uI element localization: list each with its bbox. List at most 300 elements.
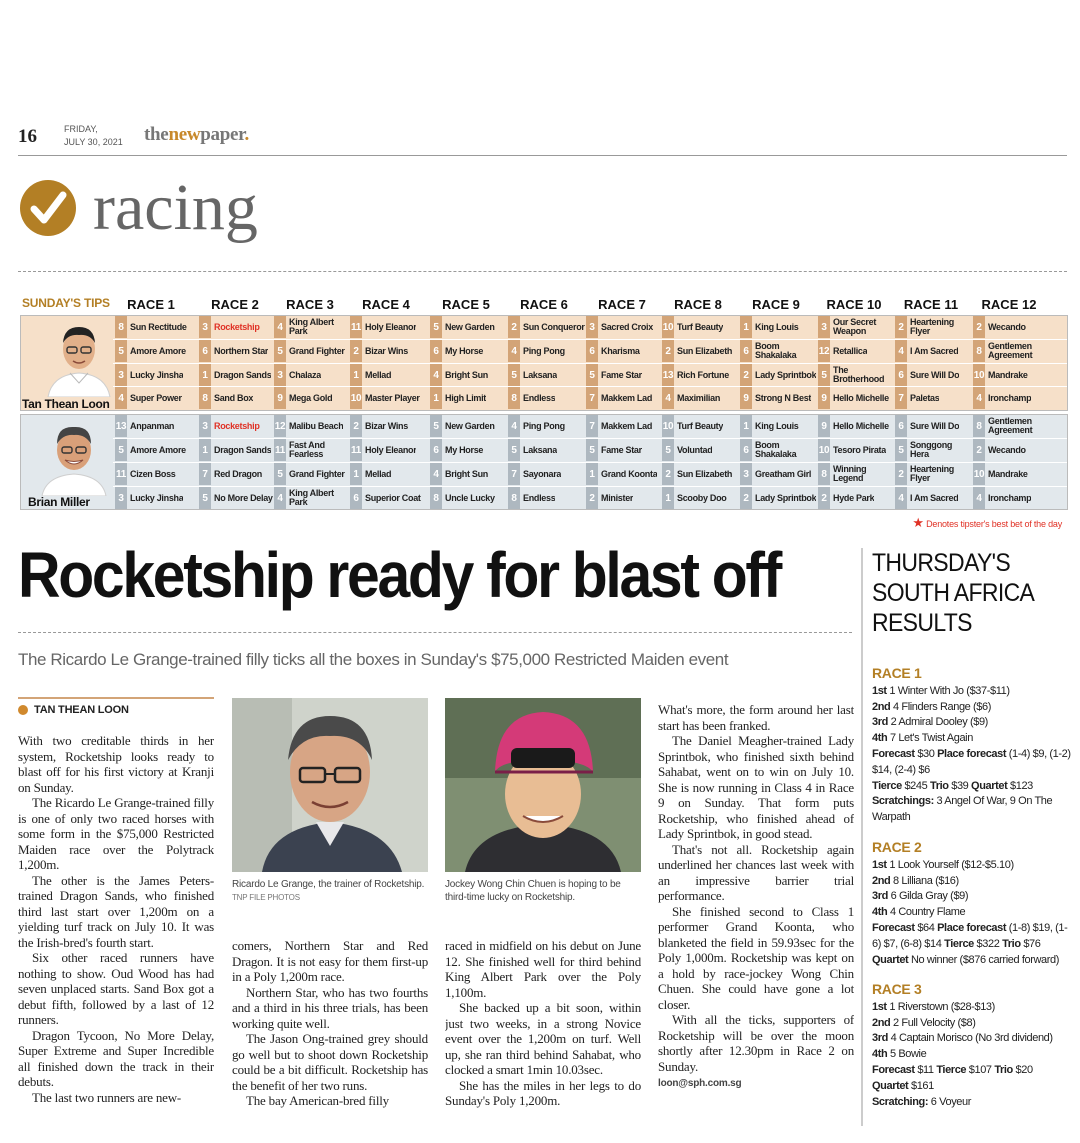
horse-number: 6	[586, 340, 598, 362]
horse-number: 7	[508, 463, 520, 485]
horse-number: 5	[115, 439, 127, 461]
horse-number: 2	[818, 487, 830, 509]
horse-name: Minister	[601, 493, 634, 503]
tip-cell	[115, 463, 193, 485]
horse-name: Gentlemen Agreement	[988, 417, 1033, 435]
horse-name: New Garden	[445, 421, 495, 431]
horse-number: 11	[350, 316, 362, 338]
tip-cell	[274, 439, 352, 461]
horse-number: 8	[115, 316, 127, 338]
brian-miller-photo	[38, 416, 110, 501]
results-race-1: RACE 1 1st 1 Winter With Jo ($37-$11) 2nd 4 Flinders Range ($6) 3rd 2 Admiral Dooley ($9) 4th 7 Let's Twist Again Forecast $30 Place forecast (1-4) $9, (1-2) $14, (2-4) $6 Tierce $245 Trio $39 Quartet $123 Scratchings: 3 Angel Of War, 9 On The Warpath	[872, 665, 1071, 824]
horse-name: Hyde Park	[833, 493, 875, 503]
horse-number: 9	[818, 387, 830, 409]
byline-bullet-icon	[18, 705, 28, 715]
tip-cell	[274, 487, 352, 509]
horse-name: Dragon Sands	[214, 445, 272, 455]
tip-cell	[818, 340, 896, 362]
tip-cell	[818, 439, 896, 461]
horse-name: Sand Box	[214, 393, 254, 403]
standfirst: The Ricardo Le Grange-trained filly ticks all the boxes in Sunday's $75,000 Restricted Maiden event	[18, 650, 729, 669]
horse-number: 13	[115, 415, 127, 437]
tip-cell	[662, 316, 740, 338]
horse-number: 4	[973, 487, 985, 509]
horse-name: Sayonara	[523, 469, 562, 479]
horse-name: Bizar Wins	[365, 346, 408, 356]
tip-cell	[508, 340, 586, 362]
horse-name: Master Player	[365, 393, 420, 403]
horse-name: Grand Fighter	[289, 469, 345, 479]
horse-number: 3	[199, 316, 211, 338]
horse-name: Lucky Jinsha	[130, 370, 184, 380]
horse-name: Amore Amore	[130, 346, 186, 356]
horse-name: Northern Star	[214, 346, 269, 356]
horse-number: 2	[973, 439, 985, 461]
horse-number: 6	[199, 340, 211, 362]
horse-name: Boom Shakalaka	[755, 441, 797, 459]
masthead-rule	[18, 155, 1067, 156]
photo-credit: TNP FILE PHOTOS	[232, 893, 300, 902]
tip-cell	[662, 487, 740, 509]
horse-name: Rocketship	[214, 322, 260, 332]
tip-cell	[586, 439, 664, 461]
tip-cell	[740, 439, 818, 461]
tip-cell	[586, 487, 664, 509]
paragraph: The Jason Ong-trained grey should go well but to shoot down Rocketship could be a bit difficult. Rocketship has the benefit of her two runs.	[232, 1031, 428, 1093]
horse-name: Dragon Sands	[214, 370, 272, 380]
tip-cell	[586, 340, 664, 362]
horse-number: 8	[818, 463, 830, 485]
tip-cell	[115, 439, 193, 461]
byline-rule	[18, 697, 214, 699]
tip-cell	[508, 415, 586, 437]
tip-cell	[430, 463, 508, 485]
horse-number: 11	[115, 463, 127, 485]
horse-number: 6	[740, 340, 752, 362]
tip-cell	[199, 439, 277, 461]
horse-number: 7	[586, 415, 598, 437]
paragraph: The Ricardo Le Grange-trained filly is one of only two raced horses with some form in the $75,000 Restricted Maiden race over the Polytrack 1,200m.	[18, 795, 214, 872]
tip-cell	[818, 463, 896, 485]
tip-cell	[274, 415, 352, 437]
byline	[18, 704, 129, 716]
tip-cell	[508, 487, 586, 509]
horse-name: Turf Beauty	[677, 421, 724, 431]
tip-cell	[115, 415, 193, 437]
horse-name: Uncle Lucky	[445, 493, 495, 503]
article-column-4	[658, 702, 854, 1132]
horse-name: New Garden	[445, 322, 495, 332]
horse-number: 4	[508, 415, 520, 437]
horse-number: 10	[662, 316, 674, 338]
horse-number: 5	[586, 439, 598, 461]
horse-number: 5	[895, 439, 907, 461]
star-icon: ★	[912, 515, 924, 530]
tip-cell	[740, 387, 818, 409]
horse-name: Red Dragon	[214, 469, 263, 479]
tip-cell	[662, 439, 740, 461]
tip-cell	[350, 415, 428, 437]
horse-name: Endless	[523, 493, 556, 503]
race-header: RACE 12	[981, 297, 1037, 312]
tip-cell	[430, 387, 508, 409]
race-header: RACE 2	[211, 297, 259, 312]
article-column-2	[232, 938, 428, 1133]
article-column-1	[18, 733, 214, 1133]
tip-cell	[508, 463, 586, 485]
tip-cell	[973, 415, 1051, 437]
horse-name: Greatham Girl	[755, 469, 812, 479]
horse-number: 2	[350, 415, 362, 437]
horse-name: Voluntad	[677, 445, 713, 455]
article-column-3	[445, 938, 641, 1133]
race-header: RACE 5	[442, 297, 490, 312]
horse-number: 4	[973, 387, 985, 409]
paragraph: raced in midfield on his debut on June 12. She finished well for third behind King Albert Park over the Poly 1,100m.	[445, 938, 641, 1000]
tip-cell	[274, 364, 352, 386]
section-rule	[18, 271, 1067, 272]
tip-cell	[740, 364, 818, 386]
race-header: RACE 6	[520, 297, 568, 312]
horse-number: 8	[973, 415, 985, 437]
horse-number: 10	[973, 463, 985, 485]
horse-number: 10	[818, 439, 830, 461]
horse-name: Heartening Flyer	[910, 318, 955, 336]
horse-number: 12	[818, 340, 830, 362]
horse-number: 4	[274, 316, 286, 338]
race-header: RACE 4	[362, 297, 410, 312]
horse-name: I Am Sacred	[910, 493, 959, 503]
paragraph: With all the ticks, supporters of Rocketship will be over the moon shortly after 12.30pm in Race 2 on Sunday.	[658, 1012, 854, 1074]
horse-name: Scooby Doo	[677, 493, 727, 503]
horse-number: 7	[895, 387, 907, 409]
horse-name: Mellad	[365, 469, 392, 479]
horse-number: 2	[350, 340, 362, 362]
jockey-photo	[445, 698, 641, 872]
tip-cell	[350, 364, 428, 386]
tipster-name-tan: Tan Thean Loon	[22, 397, 110, 411]
horse-number: 1	[350, 463, 362, 485]
horse-number: 2	[895, 316, 907, 338]
tip-cell	[115, 487, 193, 509]
horse-number: 13	[662, 364, 674, 386]
best-bet-legend	[912, 515, 1062, 531]
horse-name: King Albert Park	[289, 489, 334, 507]
horse-name: Super Power	[130, 393, 182, 403]
horse-number: 10	[973, 364, 985, 386]
tip-cell	[350, 387, 428, 409]
horse-number: 9	[818, 415, 830, 437]
tip-cell	[430, 316, 508, 338]
race-header: RACE 7	[598, 297, 646, 312]
tip-cell	[115, 340, 193, 362]
tip-cell	[895, 364, 973, 386]
horse-name: Mega Gold	[289, 393, 333, 403]
tip-cell	[740, 316, 818, 338]
newspaper-logo: thenewpaper.	[144, 124, 249, 145]
tip-cell	[818, 415, 896, 437]
tip-cell	[274, 340, 352, 362]
tip-cell	[115, 387, 193, 409]
tip-cell	[662, 340, 740, 362]
tip-cell	[818, 316, 896, 338]
horse-number: 5	[818, 364, 830, 386]
tip-cell	[973, 487, 1051, 509]
horse-number: 8	[199, 387, 211, 409]
horse-name: Mellad	[365, 370, 392, 380]
horse-number: 8	[508, 487, 520, 509]
horse-name: King Louis	[755, 421, 799, 431]
horse-number: 7	[199, 463, 211, 485]
horse-number: 2	[895, 463, 907, 485]
paragraph: The last two runners are new-	[32, 1089, 182, 1105]
tip-cell	[740, 463, 818, 485]
tip-cell	[350, 340, 428, 362]
horse-number: 2	[662, 463, 674, 485]
horse-name: Heartening Flyer	[910, 465, 955, 483]
horse-number: 10	[350, 387, 362, 409]
results-race-2: RACE 2 1st 1 Look Yourself ($12-$5.10) 2nd 8 Lilliana ($16) 3rd 6 Gilda Gray ($9) 4th 4 Country Flame Forecast $64 Place forecast (1-8) $19, (1-6) $7, (6-8) $14 Tierce $322 Trio $76 Quartet No winner ($876 carried forward)	[872, 839, 1068, 966]
horse-name: Bizar Wins	[365, 421, 408, 431]
tip-cell	[430, 364, 508, 386]
issue-day: FRIDAY,	[64, 124, 98, 134]
sidebar-rule	[861, 548, 863, 1126]
caption-text: Ricardo Le Grange, the trainer of Rocketship.	[232, 879, 425, 890]
horse-name: My Horse	[445, 445, 484, 455]
tip-cell	[818, 364, 896, 386]
tip-cell	[895, 487, 973, 509]
horse-name: Ironchamp	[988, 393, 1032, 403]
horse-number: 5	[274, 340, 286, 362]
row-divider	[113, 339, 1067, 340]
tip-cell	[586, 364, 664, 386]
horse-number: 2	[508, 316, 520, 338]
horse-number: 6	[350, 487, 362, 509]
results-race-3: RACE 3 1st 1 Riverstown ($28-$13) 2nd 2 Full Velocity ($8) 3rd 4 Captain Morisco (No 3rd dividend) 4th 5 Bowie Forecast $11 Tierce $107 Trio $20 Quartet $161 Scratching: 6 Voyeur	[872, 981, 1053, 1108]
paragraph: She has the miles in her legs to do Sunday's Poly 1,200m.	[445, 1077, 641, 1108]
horse-name: Ironchamp	[988, 493, 1032, 503]
tip-cell	[973, 364, 1051, 386]
horse-number: 1	[740, 415, 752, 437]
horse-name: Our Secret Weapon	[833, 318, 877, 336]
race-header: RACE 8	[674, 297, 722, 312]
checkmark-icon	[20, 180, 76, 236]
horse-name: I Am Sacred	[910, 346, 959, 356]
tip-cell	[973, 340, 1051, 362]
horse-number: 7	[586, 387, 598, 409]
horse-name: Maximilian	[677, 393, 721, 403]
race-header: RACE 10	[826, 297, 882, 312]
horse-name: King Albert Park	[289, 318, 334, 336]
horse-number: 3	[199, 415, 211, 437]
issue-date	[64, 123, 123, 149]
horse-name: Lady Sprintbok	[755, 370, 817, 380]
tip-cell	[973, 439, 1051, 461]
horse-number: 6	[740, 439, 752, 461]
tip-cell	[508, 364, 586, 386]
tip-cell	[350, 463, 428, 485]
tip-cell	[662, 463, 740, 485]
race-header: RACE 3	[286, 297, 334, 312]
tip-cell	[586, 463, 664, 485]
paragraph: Northern Star, who has two fourths and a third in his three trials, has been working quite well.	[232, 984, 428, 1031]
horse-name: Makkem Lad	[601, 393, 653, 403]
horse-name: Chalaza	[289, 370, 321, 380]
horse-number: 5	[274, 463, 286, 485]
tip-cell	[973, 387, 1051, 409]
tip-cell	[199, 364, 277, 386]
horse-name: Tesoro Pirata	[833, 445, 886, 455]
horse-name: Cizen Boss	[130, 469, 176, 479]
tip-cell	[586, 415, 664, 437]
tip-cell	[895, 415, 973, 437]
row-divider	[113, 363, 1067, 364]
legend-text: Denotes tipster's best bet of the day	[926, 519, 1062, 529]
horse-name: Kharisma	[601, 346, 640, 356]
horse-number: 4	[430, 463, 442, 485]
horse-name: Sun Rectitude	[130, 322, 187, 332]
horse-number: 5	[508, 439, 520, 461]
horse-name: High Limit	[445, 393, 486, 403]
horse-number: 3	[274, 364, 286, 386]
horse-name: Rocketship	[214, 421, 260, 431]
horse-name: Sure Will Do	[910, 421, 960, 431]
tip-cell	[508, 316, 586, 338]
tip-cell	[350, 487, 428, 509]
horse-number: 4	[508, 340, 520, 362]
section-title: racing	[93, 171, 258, 244]
tip-cell	[662, 415, 740, 437]
byline-author: TAN THEAN LOON	[34, 704, 129, 716]
horse-name: Ping Pong	[523, 346, 565, 356]
horse-name: Bright Sun	[445, 469, 488, 479]
row-divider	[113, 486, 1067, 487]
horse-number: 2	[586, 487, 598, 509]
author-email[interactable]: loon@sph.com.sg	[658, 1078, 742, 1089]
horse-name: The Brotherhood	[833, 366, 885, 384]
tip-cell	[274, 387, 352, 409]
horse-number: 10	[662, 415, 674, 437]
paragraph: Dragon Tycoon, No More Delay, Super Extreme and Super Incredible all finished down the track in their debuts.	[18, 1027, 214, 1089]
tip-cell	[199, 387, 277, 409]
horse-number: 1	[662, 487, 674, 509]
tip-cell	[199, 316, 277, 338]
race-header: RACE 9	[752, 297, 800, 312]
tip-cell	[895, 316, 973, 338]
tip-cell	[895, 387, 973, 409]
horse-number: 4	[274, 487, 286, 509]
horse-number: 9	[740, 387, 752, 409]
horse-name: Wecando	[988, 322, 1026, 332]
race-header: RACE 11	[903, 297, 959, 312]
tip-cell	[115, 316, 193, 338]
horse-name: Endless	[523, 393, 556, 403]
horse-name: Laksana	[523, 370, 557, 380]
horse-name: Sun Conqueror	[523, 322, 585, 332]
horse-name: Holy Eleanor	[365, 445, 417, 455]
horse-name: Songgong Hera	[910, 441, 953, 459]
horse-number: 8	[430, 487, 442, 509]
horse-number: 1	[740, 316, 752, 338]
paragraph: She finished second to Class 1 performer Grand Koonta, who blanketed the field in 59.93sec for the Poly 1,000m. Rocketship was kept on a hold by race-jockey Wong Chin Chuen. She could have gone a lot closer.	[658, 903, 854, 1012]
paragraph: With two creditable thirds in her system, Rocketship looks ready to blast off for his first victory at Kranji on Sunday.	[18, 733, 214, 795]
horse-number: 6	[895, 364, 907, 386]
tip-cell	[350, 316, 428, 338]
tip-cell	[430, 487, 508, 509]
horse-name: Sacred Croix	[601, 322, 653, 332]
horse-name: Malibu Beach	[289, 421, 344, 431]
tip-cell	[508, 387, 586, 409]
horse-name: Sure Will Do	[910, 370, 960, 380]
horse-number: 11	[274, 439, 286, 461]
horse-number: 4	[430, 364, 442, 386]
paragraph: She backed up a bit soon, within just two weeks, in a strong Novice event over the 1,200m on turf. Well up, she ran third behind Sahabat, who clocked a smart 1min 10.03sec.	[445, 1000, 641, 1077]
horse-name: Wecando	[988, 445, 1026, 455]
tip-cell	[662, 387, 740, 409]
paragraph: The bay American-bred filly	[246, 1093, 389, 1108]
horse-number: 3	[740, 463, 752, 485]
horse-number: 1	[430, 387, 442, 409]
horse-name: Hello Michelle	[833, 421, 889, 431]
tip-cell	[895, 463, 973, 485]
tip-cell	[895, 340, 973, 362]
tip-cell	[199, 463, 277, 485]
horse-name: Fame Star	[601, 445, 642, 455]
tipster-name-miller: Brian Miller	[28, 495, 90, 509]
horse-number: 1	[199, 439, 211, 461]
horse-name: Anpanman	[130, 421, 175, 431]
horse-number: 5	[199, 487, 211, 509]
horse-name: Fame Star	[601, 370, 642, 380]
tip-cell	[430, 340, 508, 362]
horse-number: 8	[508, 387, 520, 409]
tip-cell	[586, 316, 664, 338]
photo-caption-jockey: Jockey Wong Chin Chuen is hoping to be third-time lucky on Rocketship.	[445, 879, 621, 903]
tips-label: SUNDAY'S TIPS	[22, 296, 110, 310]
horse-number: 4	[895, 340, 907, 362]
tip-cell	[430, 439, 508, 461]
horse-name: My Horse	[445, 346, 484, 356]
paragraph: What's more, the form around her last start has been franked.	[658, 702, 854, 733]
horse-number: 4	[662, 387, 674, 409]
horse-number: 6	[430, 439, 442, 461]
horse-name: Mandrake	[988, 370, 1028, 380]
horse-name: Lady Sprintbok	[755, 493, 817, 503]
horse-name: Retallica	[833, 346, 868, 356]
tip-cell	[199, 415, 277, 437]
horse-number: 5	[430, 316, 442, 338]
horse-number: 5	[115, 340, 127, 362]
tan-thean-loon-photo	[44, 317, 114, 402]
horse-name: Lucky Jinsha	[130, 493, 184, 503]
tip-cell	[740, 415, 818, 437]
headline: Rocketship ready for blast off	[18, 539, 781, 611]
issue-date-text: JULY 30, 2021	[64, 137, 123, 147]
horse-name: Rich Fortune	[677, 370, 729, 380]
horse-number: 1	[199, 364, 211, 386]
horse-number: 4	[895, 487, 907, 509]
horse-number: 2	[973, 316, 985, 338]
horse-number: 5	[430, 415, 442, 437]
horse-number: 11	[350, 439, 362, 461]
horse-number: 3	[115, 487, 127, 509]
horse-name: Laksana	[523, 445, 557, 455]
horse-number: 5	[586, 364, 598, 386]
photo-caption-trainer	[232, 878, 428, 904]
tip-cell	[430, 415, 508, 437]
row-divider	[113, 462, 1067, 463]
horse-name: King Louis	[755, 322, 799, 332]
